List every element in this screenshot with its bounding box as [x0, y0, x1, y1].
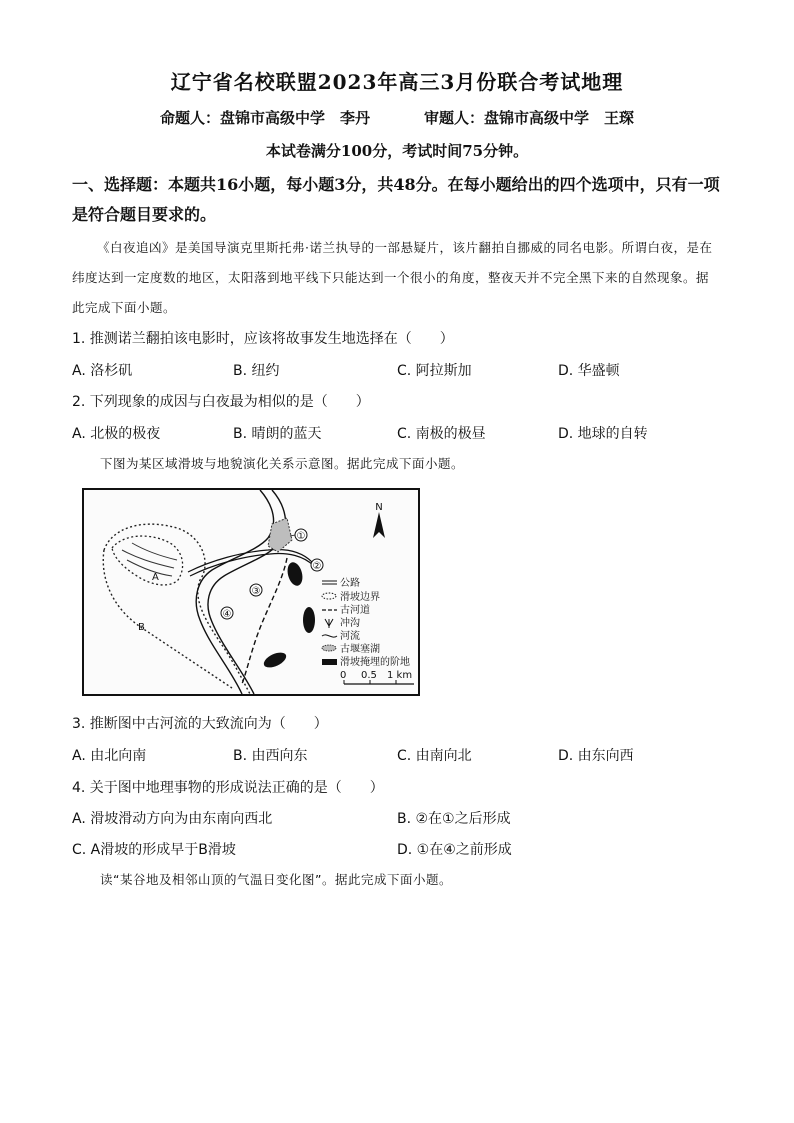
exam-info: 本试卷满分100分，考试时间75分钟。 — [265, 142, 529, 160]
legend-buried-terrace: 滑坡掩埋的阶地 — [340, 657, 410, 668]
q3-option-a[interactable]: A. 由北向南 — [72, 748, 147, 764]
marker-1: ① — [296, 531, 306, 542]
exam-title: 辽宁省名校联盟2023年高三3月份联合考试地理 — [170, 70, 624, 94]
q1-option-a[interactable]: A. 洛杉矶 — [72, 363, 133, 379]
author-right: 审题人：盘锦市高级中学 王琛 — [424, 109, 635, 127]
q2-option-d[interactable]: D. 地球的自转 — [558, 426, 648, 442]
q1-option-d[interactable]: D. 华盛顿 — [558, 363, 620, 379]
question-3-stem: 3. 推断图中古河流的大致流向为（ ） — [72, 716, 328, 732]
q4-option-c[interactable]: C. A滑坡的形成早于B滑坡 — [72, 842, 236, 858]
legend-landslide-boundary: 滑坡边界 — [340, 592, 380, 603]
svg-text:1 km: 1 km — [387, 670, 413, 681]
marker-3: ③ — [251, 586, 261, 597]
q1-option-c[interactable]: C. 阿拉斯加 — [397, 363, 472, 379]
legend-river: 河流 — [340, 631, 360, 642]
q4-option-a[interactable]: A. 滑坡滑动方向为由东南向西北 — [72, 811, 273, 827]
q4-option-b[interactable]: B. ②在①之后形成 — [397, 811, 511, 827]
legend-road: 公路 — [340, 578, 360, 589]
question-1-stem: 1. 推测诺兰翻拍该电影时，应该将故事发生地选择在（ ） — [72, 331, 454, 347]
q2-option-b[interactable]: B. 晴朗的蓝天 — [233, 426, 322, 442]
intro-landslide-map: 下图为某区域滑坡与地貌演化关系示意图。据此完成下面小题。 — [100, 456, 465, 471]
section-heading: 一、选择题：本题共16小题，每小题3分，共48分。在每小题给出的四个选项中，只有一项是符合题目要求的。 — [72, 175, 720, 224]
legend-ancient-lake: 古堰塞湖 — [340, 644, 380, 655]
svg-text:0.5: 0.5 — [361, 670, 377, 681]
q1-option-b[interactable]: B. 纽约 — [233, 363, 280, 379]
label-a: A — [152, 572, 159, 583]
q4-option-d[interactable]: D. ①在④之前形成 — [397, 842, 512, 858]
svg-text:N: N — [375, 502, 383, 513]
question-2-stem: 2. 下列现象的成因与白夜最为相似的是（ ） — [72, 394, 370, 410]
svg-text:0: 0 — [340, 670, 347, 681]
landslide-map — [82, 488, 420, 696]
marker-4: ④ — [222, 609, 232, 620]
intro-temperature-chart: 读“某谷地及相邻山顶的气温日变化图”。据此完成下面小题。 — [100, 872, 452, 887]
q2-option-a[interactable]: A. 北极的极夜 — [72, 426, 161, 442]
marker-2: ② — [312, 561, 322, 572]
passage-white-night: 《白夜追凶》是美国导演克里斯托弗·诺兰执导的一部悬疑片，该片翻拍自挪威的同名电影。所谓白夜，是在纬度达到一定度数的地区，太阳落到地平线下只能达到一个很小的角度，整夜天并不完全黑下来的自然现象。据此完成下面小题。 — [72, 240, 713, 315]
question-4-stem: 4. 关于图中地理事物的形成说法正确的是（ ） — [72, 780, 384, 796]
legend-gully: 冲沟 — [340, 618, 360, 629]
q3-option-d[interactable]: D. 由东向西 — [558, 748, 634, 764]
q2-option-c[interactable]: C. 南极的极昼 — [397, 426, 486, 442]
author-left: 命题人：盘锦市高级中学 李丹 — [159, 109, 370, 127]
q3-option-b[interactable]: B. 由西向东 — [233, 748, 308, 764]
label-b: B — [138, 622, 145, 633]
author-line — [0, 107, 794, 128]
legend-ancient-channel: 古河道 — [340, 605, 370, 616]
q3-option-c[interactable]: C. 由南向北 — [397, 748, 472, 764]
